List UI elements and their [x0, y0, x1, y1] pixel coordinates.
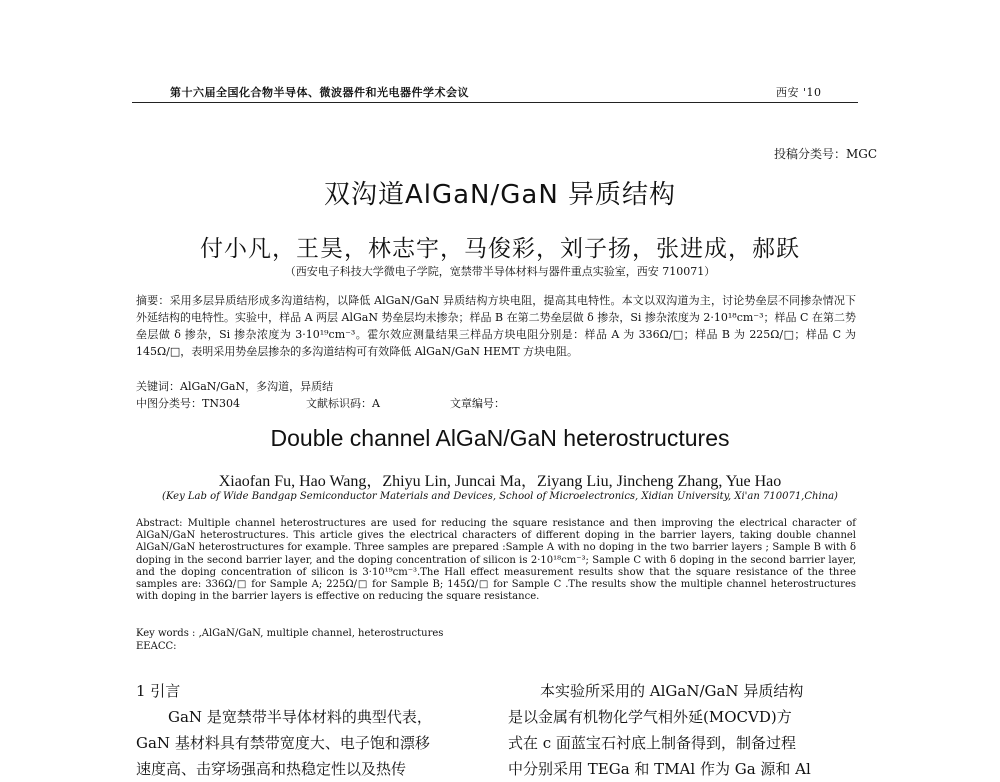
english-title: Double channel AlGaN/GaN heterostructures — [270, 425, 730, 451]
conference-header: 第十六届全国化合物半导体、微波器件和光电器件学术会议 — [170, 86, 469, 99]
chinese-keywords: 关键词：AlGaN/GaN，多沟道，异质结 — [136, 380, 334, 393]
location-year: 西安 '10 — [776, 86, 822, 99]
chinese-affiliation: （西安电子科技大学微电子学院，宽禁带半导体材料与器件重点实验室，西安 710071） — [284, 265, 716, 278]
right-line-1: 本实验所采用的 AlGaN/GaN 异质结构 — [540, 682, 804, 700]
left-line-3: 速度高、击穿场强高和热稳定性以及热传 — [136, 760, 407, 778]
eeacc: EEACC: — [136, 641, 177, 652]
chinese-article-no: 文章编号： — [450, 397, 505, 410]
chinese-doc-code: 文献标识码：A — [306, 397, 380, 410]
header-rule — [132, 102, 858, 103]
chinese-abstract: 摘要：采用多层异质结形成多沟道结构，以降低 AlGaN/GaN 异质结构方块电阻，提高其电特性。本文以双沟道为主，讨论势垒层不同掺杂情况下外延结构的电特性。实验中，样品 A 两层 AlGaN 势垒层均未掺杂；样品 B 在第二势垒层做 δ 掺杂，Si 掺杂浓度为 2·10¹⁸cm⁻³；样品 C 在第二势垒层做 δ 掺杂，Si 掺杂浓度为 3·10¹⁹cm⁻³。霍尔效应测量结果三样品方块电阻分别是：样品 A 为 336Ω/□；样品 B 为 225Ω/□；样品 C 为 145Ω/□，表明采用势垒层掺杂的多沟道结构可有效降低 AlGaN/GaN HEMT 方块电阻。 — [136, 294, 856, 358]
right-line-2: 是以金属有机物化学气相外延(MOCVD)方 — [508, 708, 792, 726]
english-authors: Xiaofan Fu, Hao Wang，Zhiyu Lin, Juncai Ma，Ziyang Liu, Jincheng Zhang, Yue Hao — [218, 473, 782, 490]
right-column — [508, 678, 858, 782]
english-keywords: Key words : ,AlGaN/GaN, multiple channel, heterostructures — [136, 628, 444, 639]
left-column — [136, 704, 496, 782]
chinese-clc: 中图分类号：TN304 — [136, 397, 240, 410]
english-abstract: Abstract: Multiple channel heterostructures are used for reducing the square resistance and then improving the electrical character of AlGaN/GaN heterostructures. This article gives the electrical characters of different doping in the barrier layers, taking double channel AlGaN/GaN heterostructures for example. Three samples are prepared :Sample A with no doping in the two barrier layers ; Sample B with δ doping in the second barrier layer, and the doping concentration of silicon is 2·10¹⁸cm⁻³; Sample C with δ doping in the second barrier layer, and the doping concentration of silicon is 3·10¹⁹cm⁻³.The Hall effect measurement results show that the square resistance of the three samples are: 336Ω/□ for Sample A; 225Ω/□ for Sample B; 145Ω/□ for Sample C .The results show the multiple channel heterostructures with doping in the barrier layers is effective on reducing the square resistance. — [136, 518, 856, 603]
section-heading-intro: 1 引言 — [136, 682, 181, 700]
english-affiliation: (Key Lab of Wide Bandgap Semiconductor Materials and Devices, School of Microelectronics, Xidian University, Xi'an 710071,China) — [162, 491, 838, 502]
chinese-authors: 付小凡，王昊，林志宇，马俊彩，刘子扬，张进成，郝跃 — [200, 236, 800, 262]
left-line-2: GaN 基材料具有禁带宽度大、电子饱和漂移 — [136, 734, 430, 752]
chinese-title: 双沟道AlGaN/GaN 异质结构 — [323, 180, 677, 210]
left-line-1: GaN 是宽禁带半导体材料的典型代表， — [168, 708, 432, 726]
right-line-4: 中分别采用 TEGa 和 TMAl 作为 Ga 源和 Al — [508, 760, 811, 778]
manuscript-category: 投稿分类号：MGC — [774, 147, 878, 161]
right-line-3: 式在 c 面蓝宝石衬底上制备得到，制备过程 — [508, 734, 796, 752]
